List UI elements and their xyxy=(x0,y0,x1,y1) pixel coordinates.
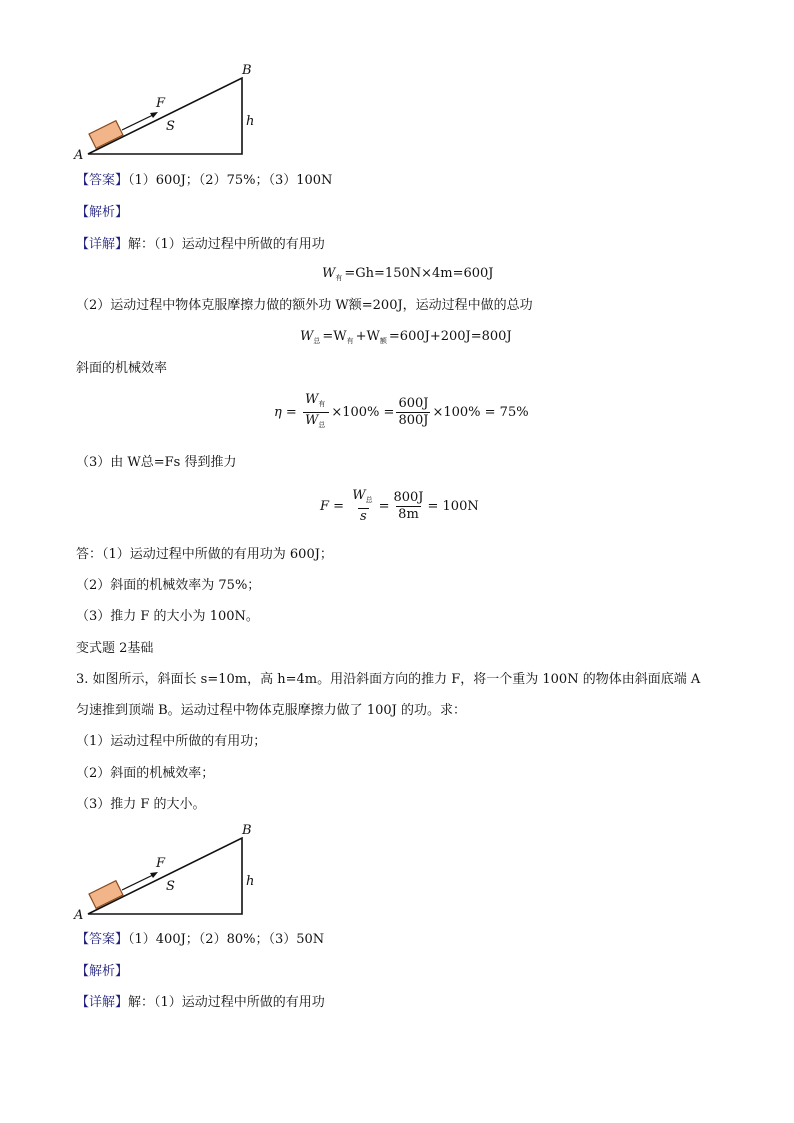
incline-triangle xyxy=(88,838,242,914)
efficiency-title: 斜面的机械效率 xyxy=(76,361,168,376)
eta-symbol: η xyxy=(274,404,282,420)
w-symbol: W xyxy=(322,266,336,281)
q3-sub-1: （1）运动过程中所做的有用功； xyxy=(76,734,267,749)
fraction: $\frac{800J}{8m}$ xyxy=(393,490,424,522)
label-A: A xyxy=(74,148,84,162)
final-answer-2: （2）斜面的机械效率为 75%； xyxy=(76,578,261,593)
label-B: B xyxy=(242,63,252,78)
label-S: S xyxy=(166,119,175,134)
label-S: S xyxy=(166,879,175,894)
analysis-tag: 【解析】 xyxy=(76,964,129,979)
q2-analysis xyxy=(76,204,128,222)
label-F: F xyxy=(156,96,166,111)
step-text: 解：（1）运动过程中所做的有用功 xyxy=(128,995,325,1010)
analysis-tag: 【解析】 xyxy=(76,205,129,220)
q2-step2: （2）运动过程中物体克服摩擦力做的额外功 W额=200J，运动过程中做的总功 xyxy=(76,298,533,313)
w-symbol: W xyxy=(300,329,314,344)
formula-part: = xyxy=(378,498,390,514)
q3-answer xyxy=(76,931,324,949)
formula-useful-work xyxy=(322,266,494,286)
subscript: 额 xyxy=(379,337,387,345)
formula-total-work xyxy=(300,329,512,349)
fraction: $\frac{W_有}{W_总}$ xyxy=(303,392,329,433)
final-answer-3: （3）推力 F 的大小为 100N。 xyxy=(76,609,259,624)
q3-step1 xyxy=(76,994,325,1012)
force-arrow xyxy=(122,874,155,890)
force-arrowhead xyxy=(150,112,158,118)
formula-rhs: = 100N xyxy=(427,498,479,514)
incline-diagram-2 xyxy=(70,822,270,922)
formula-part: =W xyxy=(322,329,347,344)
answer-text: （1）600J；（2）75%；（3）100N xyxy=(128,173,333,188)
formula-rhs: =600J+200J=800J xyxy=(388,329,512,344)
formula-rhs: =Gh=150N×4m=600J xyxy=(344,266,494,281)
block xyxy=(89,881,123,909)
block xyxy=(89,121,123,149)
answer-text: （1）400J；（2）80%；（3）50N xyxy=(128,932,325,947)
q2-step3: （3）由 W总=Fs 得到推力 xyxy=(76,455,237,470)
incline-triangle xyxy=(88,78,242,154)
label-B: B xyxy=(242,823,252,838)
formula-part: +W xyxy=(355,329,380,344)
detail-tag: 【详解】 xyxy=(76,237,129,252)
q2-answer xyxy=(76,172,332,190)
answer-tag: 【答案】 xyxy=(76,932,129,947)
incline-diagram xyxy=(70,62,270,162)
label-h: h xyxy=(246,874,255,889)
formula-part: ×100% = xyxy=(331,404,395,420)
q2-step1 xyxy=(76,236,325,254)
label-h: h xyxy=(246,114,255,129)
force-arrowhead xyxy=(150,872,158,878)
q3-analysis xyxy=(76,963,128,981)
q3-sub-2: （2）斜面的机械效率； xyxy=(76,766,215,781)
formula-force xyxy=(320,488,479,525)
formula-lhs: F = xyxy=(320,498,345,514)
step-text: 解：（1）运动过程中所做的有用功 xyxy=(128,237,325,252)
subscript: 有 xyxy=(346,337,354,345)
variant-title: 变式题 2基础 xyxy=(76,641,154,656)
force-arrow xyxy=(122,114,155,130)
answer-tag: 【答案】 xyxy=(76,173,129,188)
detail-tag: 【详解】 xyxy=(76,995,129,1010)
subscript: 有 xyxy=(335,274,343,282)
label-F: F xyxy=(156,856,166,871)
label-A: A xyxy=(74,908,84,922)
q3-sub-3: （3）推力 F 的大小。 xyxy=(76,797,206,812)
final-answer-1: 答：（1）运动过程中所做的有用功为 600J； xyxy=(76,547,333,562)
subscript: 总 xyxy=(313,337,321,345)
fraction: $\frac{600J}{800J}$ xyxy=(398,396,429,428)
q3-stem-1: 3. 如图所示，斜面长 s=10m，高 h=4m。用沿斜面方向的推力 F，将一个重为 100N 的物体由斜面底端 A xyxy=(76,672,701,687)
q3-stem-2: 匀速推到顶端 B。运动过程中物体克服摩擦力做了 100J 的功。求： xyxy=(76,703,466,718)
formula-rhs: ×100% = 75% xyxy=(432,404,529,420)
formula-efficiency: η = $\frac{W_有}{W_总}$ ×100% = $\frac{600J}{800J}$ ×100% = 75% xyxy=(274,392,529,433)
fraction: $\frac{W_总}{s}$ xyxy=(352,488,373,524)
